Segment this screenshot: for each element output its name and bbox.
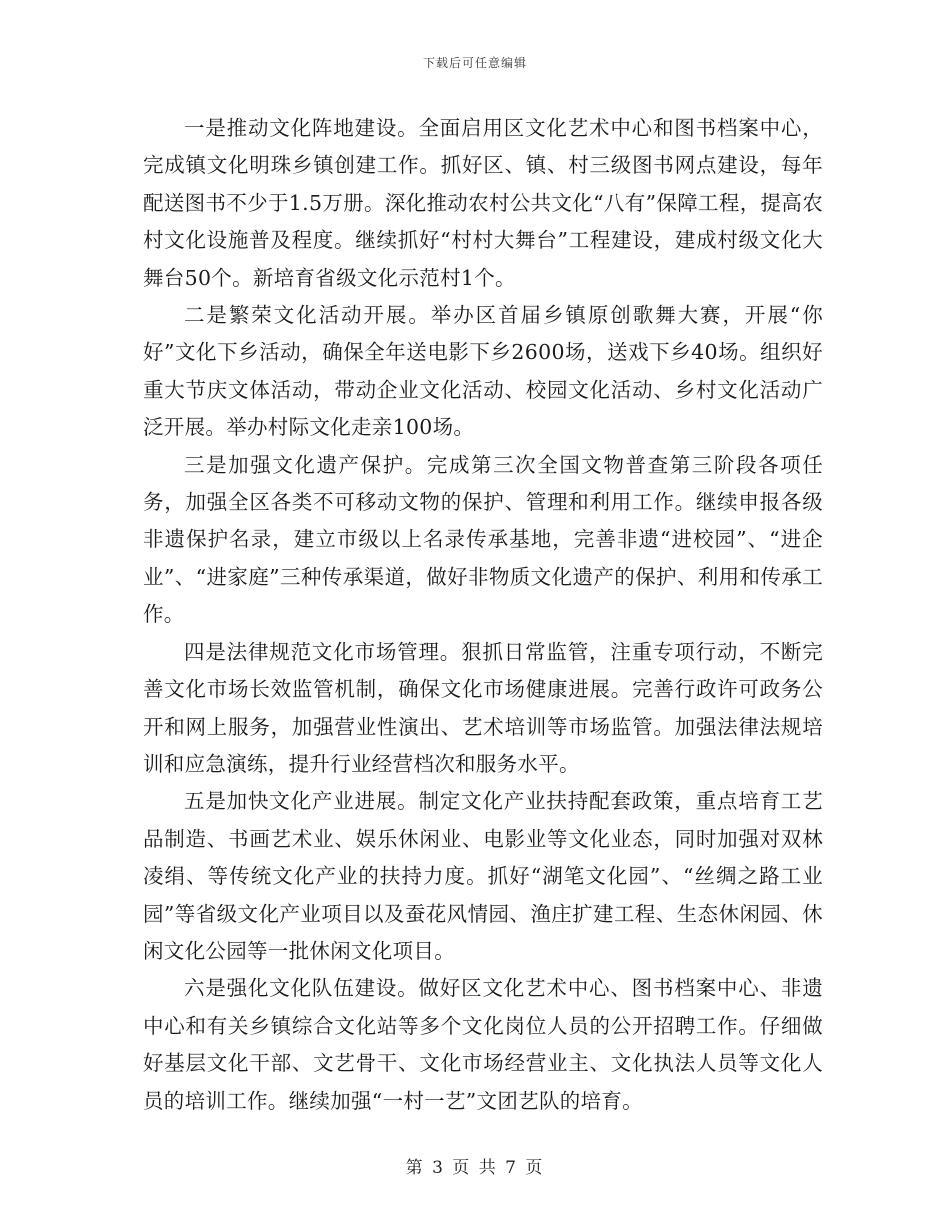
paragraph-market-management: 四是法律规范文化市场管理。狠抓日常监管，注重专项行动，不断完善文化市场长效监管机制，确保文化市场健康进展。完善行政许可政务公开和网上服务，加强营业性演出、艺术培训等市场监管。加强法律法规培训和应急演练，提升行业经营档次和服务水平。 [143, 639, 823, 776]
paragraph-cultural-facilities: 一是推动文化阵地建设。全面启用区文化艺术中心和图书档案中心，完成镇文化明珠乡镇创建工作。抓好区、镇、村三级图书网点建设，每年配送图书不少于1.5万册。深化推动农村公共文化“八有”保障工程，提高农村文化设施普及程度。继续抓好“村村大舞台”工程建设，建成村级文化大舞台50个。新培育省级文化示范村1个。 [143, 116, 823, 290]
page-number-footer: 第 3 页 共 7 页 [405, 1158, 545, 1178]
document-body [143, 110, 823, 1120]
page-header: 下载后可任意编辑 [422, 56, 527, 70]
paragraph-team-building: 六是强化文化队伍建设。做好区文化艺术中心、图书档案中心、非遗中心和有关乡镇综合文化站等多个文化岗位人员的公开招聘工作。仔细做好基层文化干部、文艺骨干、文化市场经营业主、文化执法人员等文化人员的培训工作。继续加强“一村一艺”文团艺队的培育。 [143, 976, 823, 1113]
paragraph-industry-development: 五是加快文化产业进展。制定文化产业扶持配套政策，重点培育工艺品制造、书画艺术业、娱乐休闲业、电影业等文化业态，同时加强对双林凌绢、等传统文化产业的扶持力度。抓好“湖笔文化园”、“丝绸之路工业园”等省级文化产业项目以及蚕花风情园、渔庄扩建工程、生态休闲园、休闲文化公园等一批休闲文化项目。 [143, 789, 823, 963]
paragraph-cultural-activities: 二是繁荣文化活动开展。举办区首届乡镇原创歌舞大赛，开展“你好”文化下乡活动，确保全年送电影下乡2600场，送戏下乡40场。组织好重大节庆文体活动，带动企业文化活动、校园文化活动、乡村文化活动广泛开展。举办村际文化走亲100场。 [143, 303, 823, 440]
paragraph-heritage-protection: 三是加强文化遗产保护。完成第三次全国文物普查第三阶段各项任务，加强全区各类不可移动文物的保护、管理和利用工作。继续申报各级非遗保护名录，建立市级以上名录传承基地，完善非遗“进校园”、“进企业”、“进家庭”三种传承渠道，做好非物质文化遗产的保护、利用和传承工作。 [143, 452, 823, 627]
